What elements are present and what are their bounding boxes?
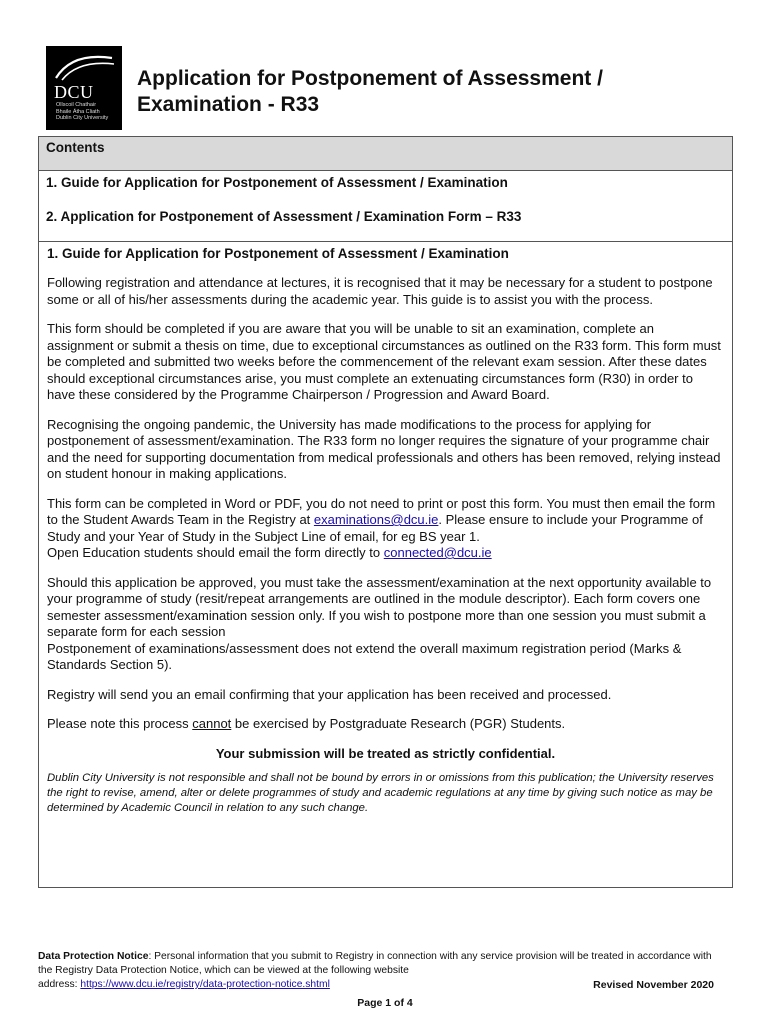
toc-item-1[interactable]: 1. Guide for Application for Postponement of Assessment / Examination <box>46 175 508 190</box>
dcu-logo <box>46 46 122 130</box>
disclaimer-text: Dublin City University is not responsible and shall not be bound by errors in or omissions from this publication; the University reserves the right to revise, amend, alter or delete programmes of study and academic regulations at any time by giving such notice as may be determined by Academic Council in relation to any such change. <box>47 771 714 814</box>
guide-section <box>39 241 732 816</box>
connected-email-link[interactable]: connected@dcu.ie <box>383 545 492 560</box>
table-of-contents <box>39 171 732 241</box>
guide-paragraph-6: Registry will send you an email confirming that your application has been received and processed. <box>47 686 612 702</box>
guide-title: 1. Guide for Application for Postponement of Assessment / Examination <box>47 246 509 261</box>
examinations-email-link[interactable]: examinations@dcu.ie <box>313 512 439 527</box>
guide-paragraph-1: Following registration and attendance at lectures, it is recognised that it may be necessary for a student to postpone some or all of his/her assessments during the academic year. This guide is to assist you with the process. <box>47 275 713 307</box>
cannot-emphasis: cannot <box>192 716 232 731</box>
dcu-arc-icon <box>52 52 116 82</box>
guide-paragraph-5: Should this application be approved, you must take the assessment/examination at the next opportunity available to your programme of study (resit/repeat arrangements are outlined in the module descriptor). Each form covers one semester assessment/examination session only. If you wish to postpone more than one session you must submit a separate form for each session Postponement of examinations/assessment does not extend the overall maximum registration period (Marks & Standards Section 5). <box>47 574 712 672</box>
contents-heading: Contents <box>39 137 732 171</box>
content-box <box>38 136 733 888</box>
guide-paragraph-3: Recognising the ongoing pandemic, the University has made modifications to the process for applying for postponement of assessment/examination. The R33 form no longer requires the signature of your programme chair and the need for supporting documentation from medical professionals and others has been removed, relying instead on student honour in making applications. <box>47 416 721 481</box>
logo-wordmark: DCU <box>54 82 94 102</box>
guide-paragraph-2: This form should be completed if you are aware that you will be unable to sit an examination, complete an assignment or submit a thesis on time, due to exceptional circumstances as outlined on the R33 form. This form must be completed and submitted two weeks before the commencement of the relevant exam session. After these dates should exceptional circumstances arise, you must complete an extenuating circumstances form (R30) in order to have these considered by the Programme Chairperson / Progression and Award Board. <box>47 321 721 402</box>
dp-url-link[interactable]: https://www.dcu.ie/registry/data-protection-notice.shtml <box>80 979 330 990</box>
dp-label: Data Protection Notice <box>38 951 149 962</box>
data-protection-notice: Data Protection Notice: Personal information that you submit to Registry in connection with any service provision will be treated in accordance with the Registry Data Protection Notice, which can be viewed at the following website address: https://www.dcu.ie/registry/data-protection-notice.shtml <box>38 951 712 990</box>
logo-subtitle: Ollscoil Chathair Bhaile Átha Cliath Dublin City University <box>56 102 109 121</box>
guide-paragraph-7: Please note this process cannot be exercised by Postgraduate Research (PGR) Students. <box>47 716 566 731</box>
guide-paragraph-4: This form can be completed in Word or PDF, you do not need to print or post this form. You must then email the form to the Student Awards Team in the Registry at examinations@dcu.ie. Please ensure to include your Programme of Study and your Year of Study in the Subject Line of email, for eg BS year 1. Open Education students should email the form directly to connected@dcu.ie <box>47 495 716 560</box>
revised-date: Revised November 2020 <box>593 979 714 991</box>
page-title: Application for Postponement of Assessment / Examination - R33 <box>137 67 603 116</box>
confidential-notice: Your submission will be treated as strictly confidential. <box>215 745 556 761</box>
page-number: Page 1 of 4 <box>357 997 413 1009</box>
toc-item-2[interactable]: 2. Application for Postponement of Assessment / Examination Form – R33 <box>46 209 522 224</box>
